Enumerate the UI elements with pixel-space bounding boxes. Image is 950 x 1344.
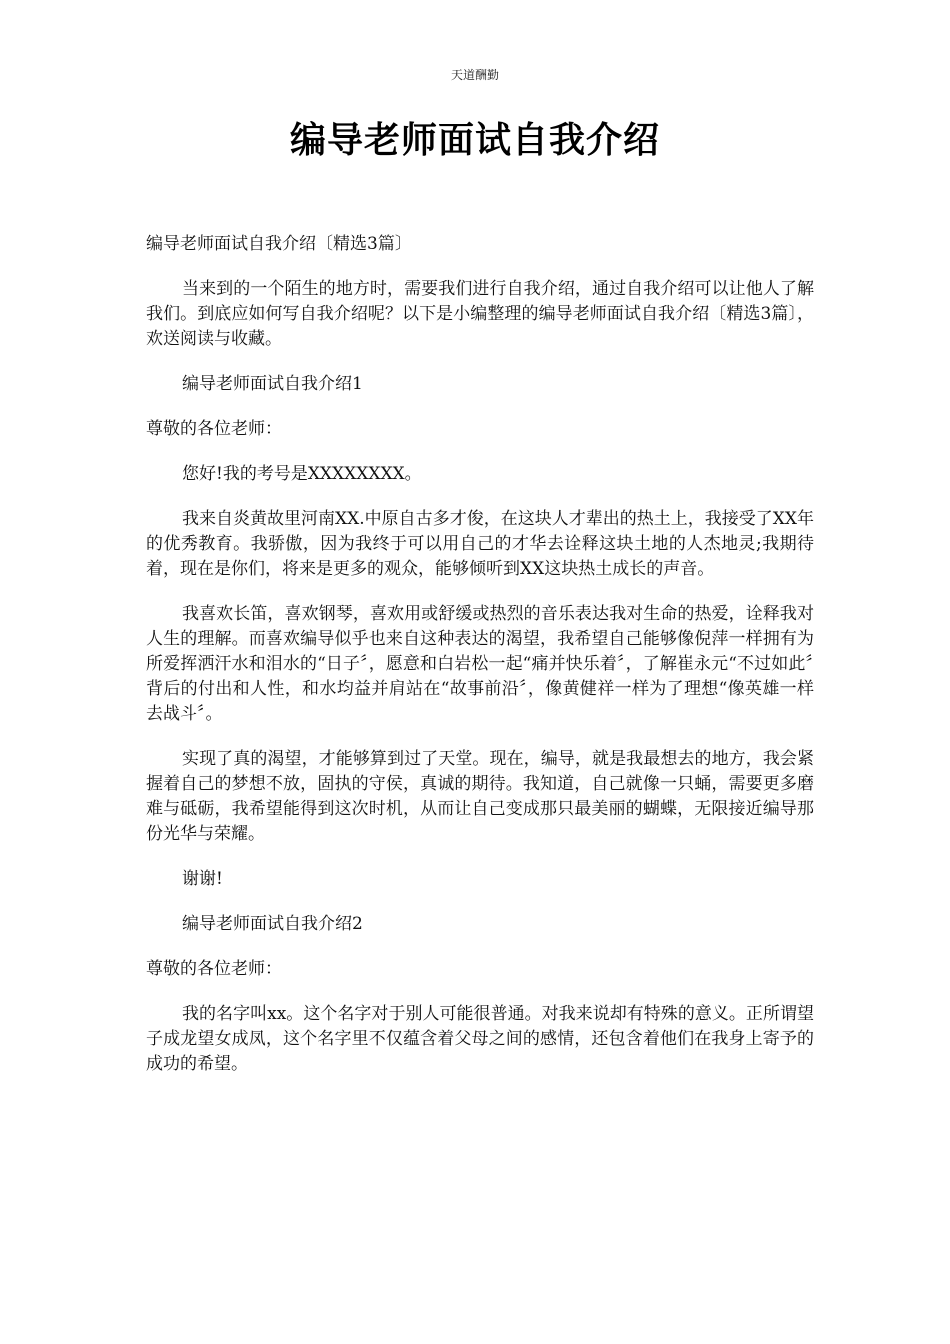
body-paragraph-origin: 我来自炎黄故里河南XX.中原自古多才俊，在这块人才辈出的热土上，我接受了XX年的优秀教育。我骄傲，因为我终于可以用自己的才华去诠释这块土地的人杰地灵;我期待着，现在是你们，将来是更多的观众，能够倾听到XX这块热土成长的声音。 — [146, 509, 814, 579]
page-header: 天道酬勤 — [450, 68, 499, 82]
intro-paragraph: 当来到的一个陌生的地方时，需要我们进行自我介绍，通过自我介绍可以让他人了解我们。到底应如何写自我介绍呢？以下是小编整理的编导老师面试自我介绍〔精选3篇〕，欢送阅读与收藏。 — [146, 279, 814, 349]
salutation-1: 尊敬的各位老师： — [146, 419, 282, 439]
document-body — [146, 232, 814, 1097]
subtitle-paragraph: 编导老师面试自我介绍〔精选3篇〕 — [146, 234, 412, 254]
section-heading-1: 编导老师面试自我介绍1 — [182, 374, 363, 394]
thanks-paragraph: 谢谢! — [182, 869, 223, 889]
body-paragraph-dream: 实现了真的渴望，才能够算到过了天堂。现在，编导，就是我最想去的地方，我会紧握着自己的梦想不放，固执的守侯，真诚的期待。我知道，自己就像一只蛹，需要更多磨难与砥砺，我希望能得到这次时机，从而让自己变成那只最美丽的蝴蝶，无限接近编导那份光华与荣耀。 — [146, 749, 814, 844]
body-paragraph-name: 我的名字叫xx。这个名字对于别人可能很普通。对我来说却有特殊的意义。正所谓望子成龙望女成凤，这个名字里不仅蕴含着父母之间的感情，还包含着他们在我身上寄予的成功的希望。 — [146, 1004, 814, 1074]
section-heading-2: 编导老师面试自我介绍2 — [182, 914, 363, 934]
greeting-paragraph: 您好!我的考号是XXXXXXXX。 — [182, 464, 422, 484]
document-title: 编导老师面试自我介绍 — [289, 119, 660, 161]
salutation-2: 尊敬的各位老师： — [146, 959, 282, 979]
body-paragraph-hobbies: 我喜欢长笛，喜欢钢琴，喜欢用或舒缓或热烈的音乐表达我对生命的热爱，诠释我对人生的理解。而喜欢编导似乎也来自这种表达的渴望，我希望自己能够像倪萍一样拥有为所爱挥洒汗水和泪水的“日子〞，愿意和白岩松一起“痛并快乐着〞，了解崔永元“不过如此〞背后的付出和人性，和水均益并肩站在“故事前沿〞，像黄健祥一样为了理想“像英雄一样去战斗〞。 — [146, 604, 814, 724]
